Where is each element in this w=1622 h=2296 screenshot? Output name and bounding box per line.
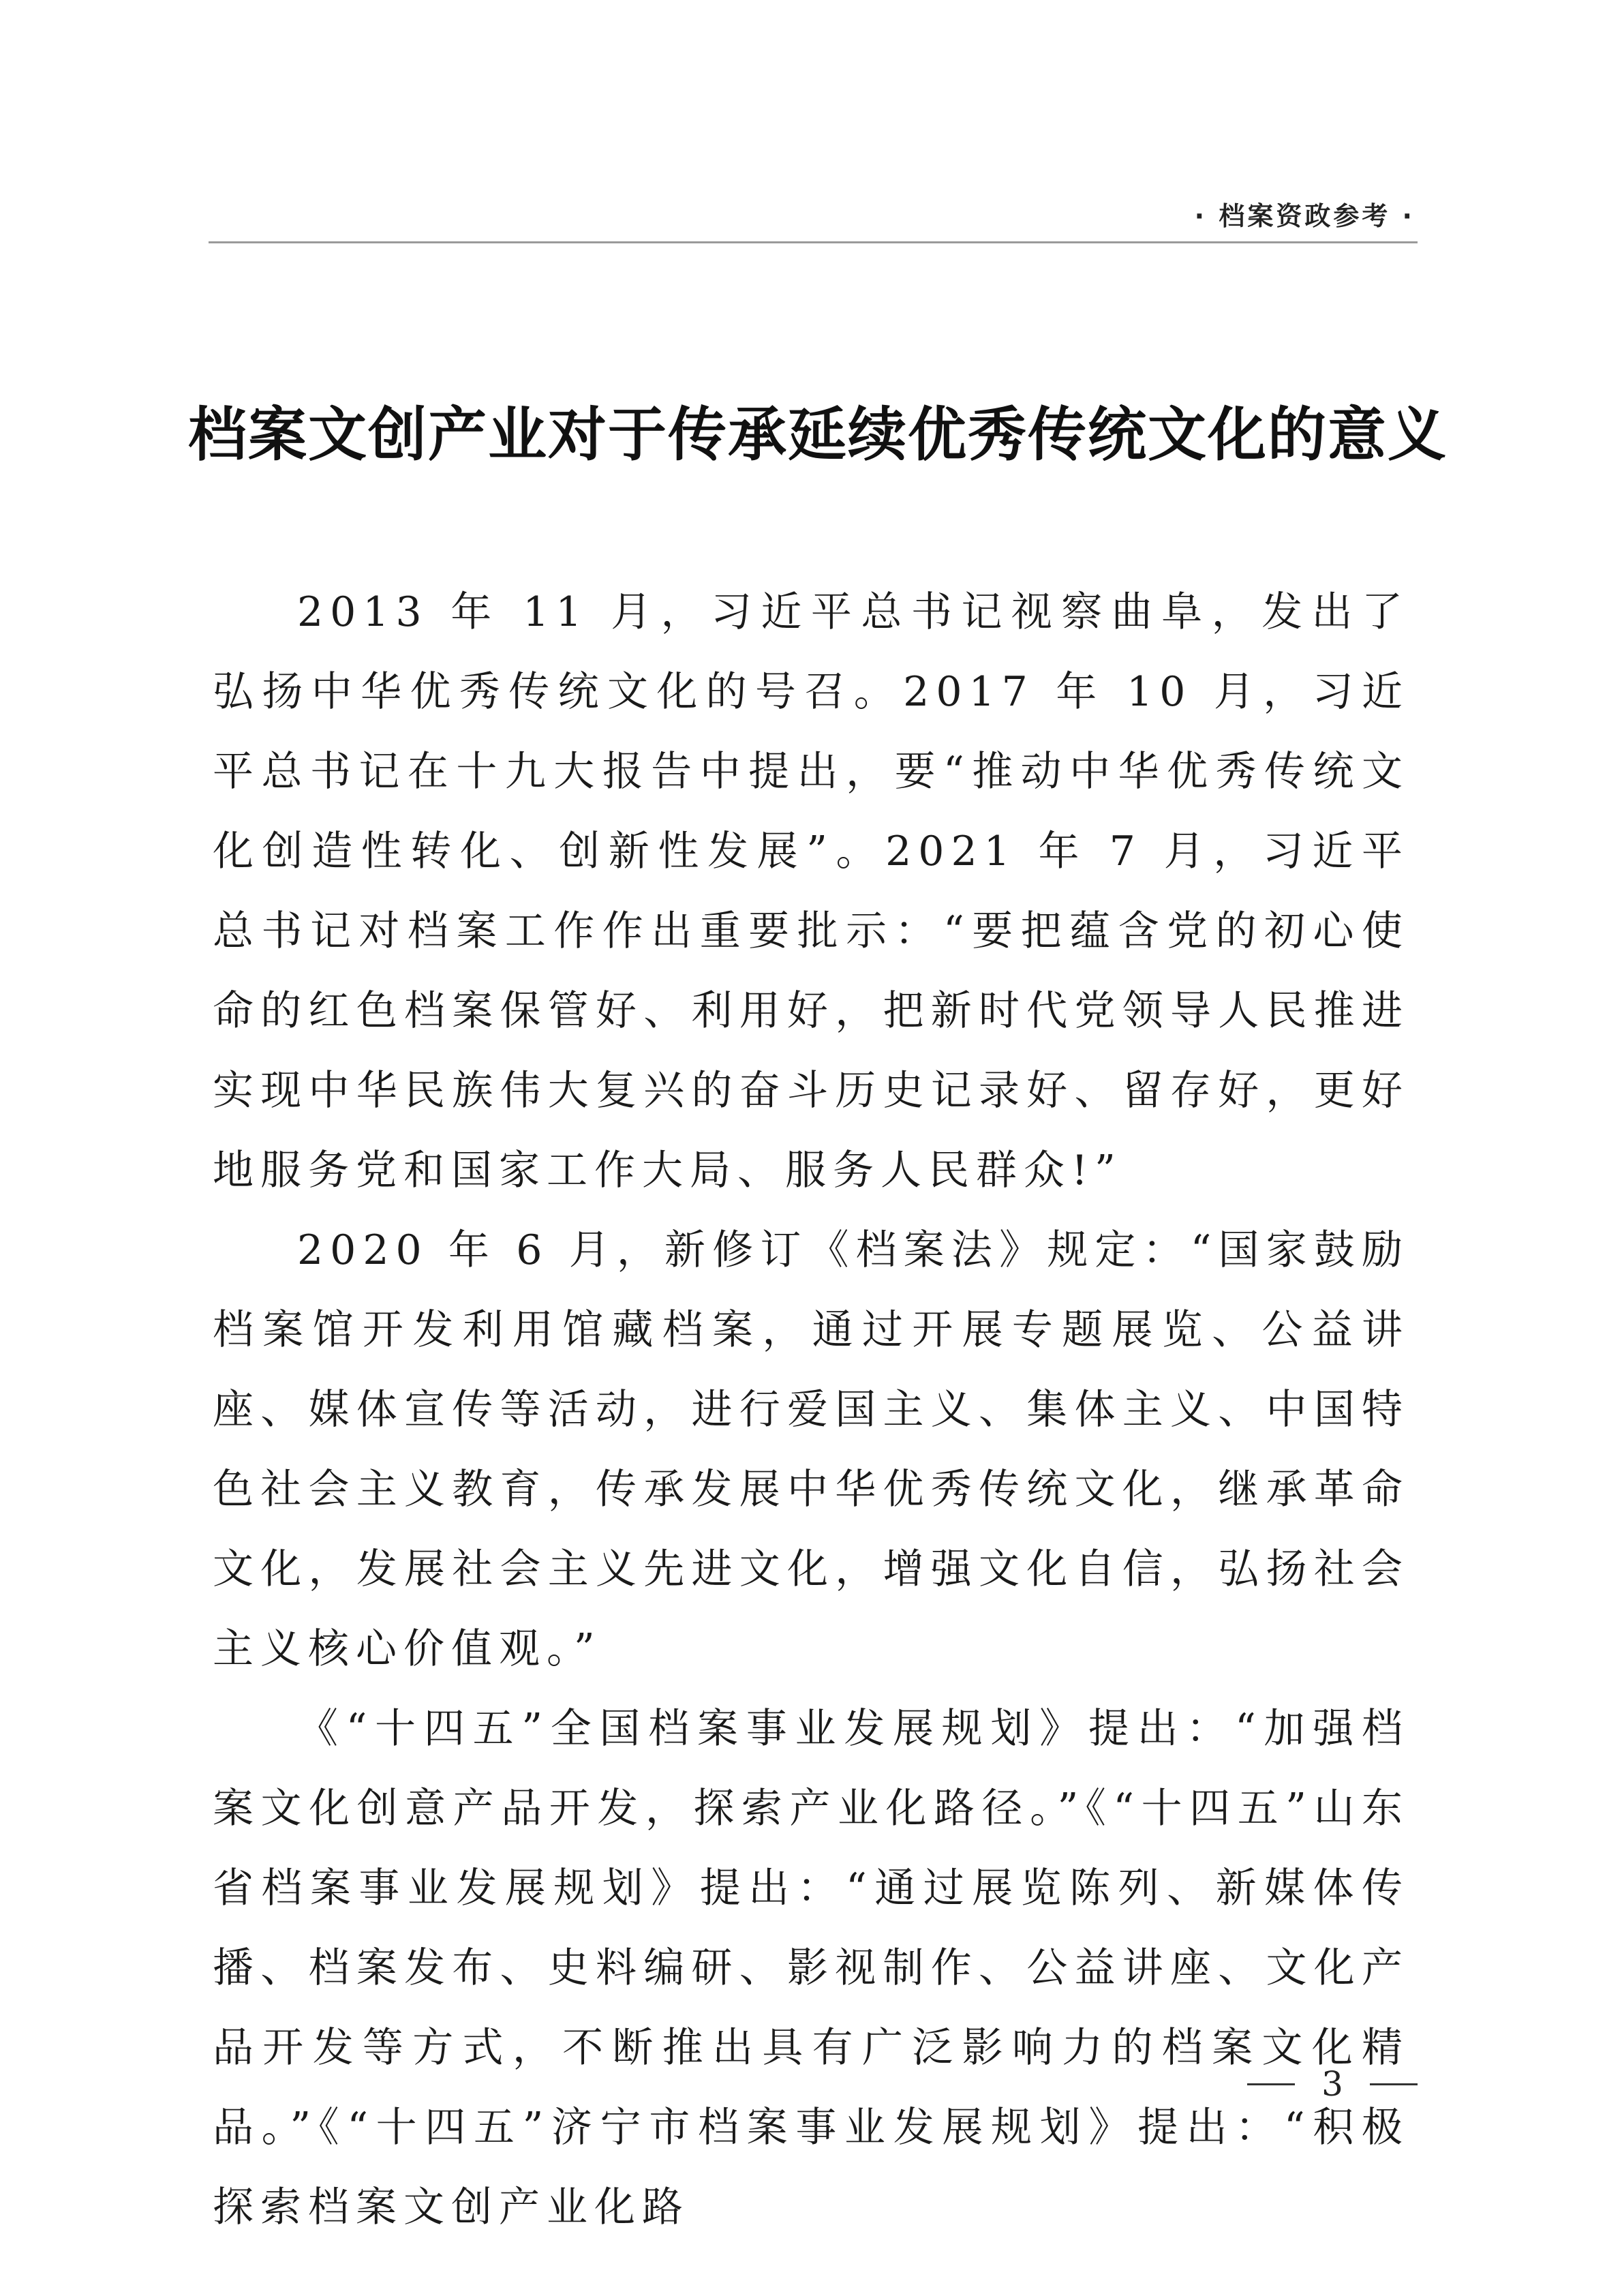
paragraph: 《“十四五”全国档案事业发展规划》提出：“加强档案文化创意产品开发，探索产业化路径。”《“十四五”山东省档案事业发展规划》提出：“通过展览陈列、新媒体传播、档案发布、史料编研、影视制作、公益讲座、文化产品开发等方式，不断推出具有广泛影响力的档案文化精品。”《“十四五”济宁市档案事业发展规划》提出：“积极探索档案文创产业化路	[213, 1705, 1409, 2231]
page-number: 3	[1321, 2064, 1343, 2104]
running-header	[209, 183, 1418, 243]
dash-left	[1247, 2083, 1295, 2085]
running-title: · 档案资政参考 ·	[1194, 201, 1415, 231]
paragraph: 2013 年 11 月，习近平总书记视察曲阜，发出了弘扬中华优秀传统文化的号召。2017 年 10 月，习近平总书记在十九大报告中提出，要“推动中华优秀传统文化创造性转化、创新性发展”。2021 年 7 月，习近平总书记对档案工作作出重要批示：“要把蕴含党的初心使命的红色档案保管好、利用好，把新时代党领导人民推进实现中华民族伟大复兴的奋斗历史记录好、留存好，更好地服务党和国家工作大局、服务人民群众!”	[213, 588, 1409, 1194]
page-footer	[1247, 2060, 1418, 2108]
dash-right	[1370, 2083, 1418, 2085]
article-title: 档案文创产业对于传承延续优秀传统文化的意义	[188, 400, 1448, 469]
article-body	[213, 573, 1409, 2248]
paragraph: 2020 年 6 月，新修订《档案法》规定：“国家鼓励档案馆开发利用馆藏档案，通过开展专题展览、公益讲座、媒体宣传等活动，进行爱国主义、集体主义、中国特色社会主义教育，传承发展中华优秀传统文化，继承革命文化，发展社会主义先进文化，增强文化自信，弘扬社会主义核心价值观。”	[213, 1226, 1409, 1673]
